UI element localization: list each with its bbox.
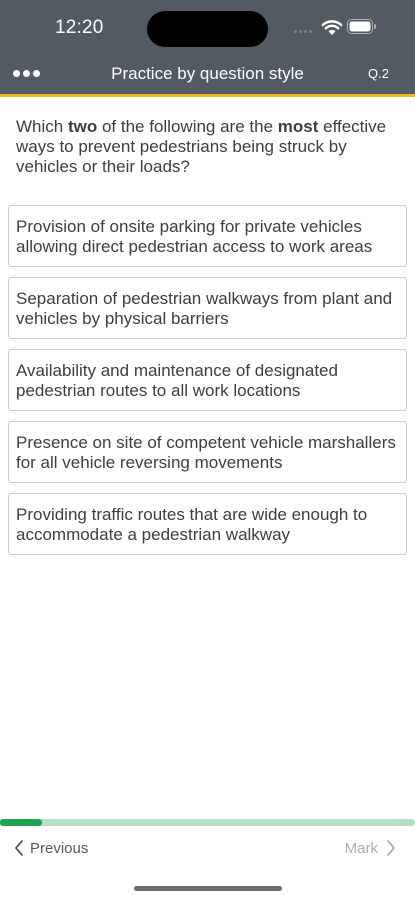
answer-option-4[interactable]: Presence on site of competent vehicle marshallers for all vehicle reversing movements <box>8 421 407 483</box>
app-header <box>0 0 415 97</box>
question-emphasis-most: most <box>277 117 319 136</box>
status-time: 12:20 <box>55 17 104 38</box>
home-indicator <box>134 886 282 891</box>
question-emphasis-two: two <box>67 117 98 136</box>
wifi-icon <box>321 19 343 36</box>
mark-button[interactable] <box>345 838 396 858</box>
header-accent-line <box>0 94 415 97</box>
question-number: Q.2 <box>368 66 389 81</box>
dynamic-island <box>147 11 268 47</box>
answer-option-3[interactable]: Availability and maintenance of designated pedestrian routes to all work locations <box>8 349 407 411</box>
previous-button[interactable] <box>14 838 88 858</box>
chevron-left-icon <box>14 840 24 856</box>
progress-bar <box>0 819 415 826</box>
question-text: Which two of the following are the most effective ways to prevent pedestrians being struck by vehicles or their loads? <box>16 117 387 176</box>
answer-option-5[interactable]: Providing traffic routes that are wide enough to accommodate a pedestrian walkway <box>8 493 407 555</box>
answer-option-2[interactable]: Separation of pedestrian walkways from plant and vehicles by physical barriers <box>8 277 407 339</box>
previous-label: Previous <box>30 839 89 857</box>
chevron-right-icon <box>386 840 396 856</box>
more-dots-icon[interactable] <box>13 68 43 80</box>
answer-option-1[interactable]: Provision of onsite parking for private vehicles allowing direct pedestrian access to work areas <box>8 205 407 267</box>
battery-icon <box>347 19 377 34</box>
cellular-signal-icon <box>294 30 318 34</box>
mark-label: Mark <box>344 839 378 857</box>
header-title: Practice by question style <box>111 64 304 83</box>
progress-bar-fill <box>0 819 42 826</box>
answer-options <box>8 205 407 565</box>
